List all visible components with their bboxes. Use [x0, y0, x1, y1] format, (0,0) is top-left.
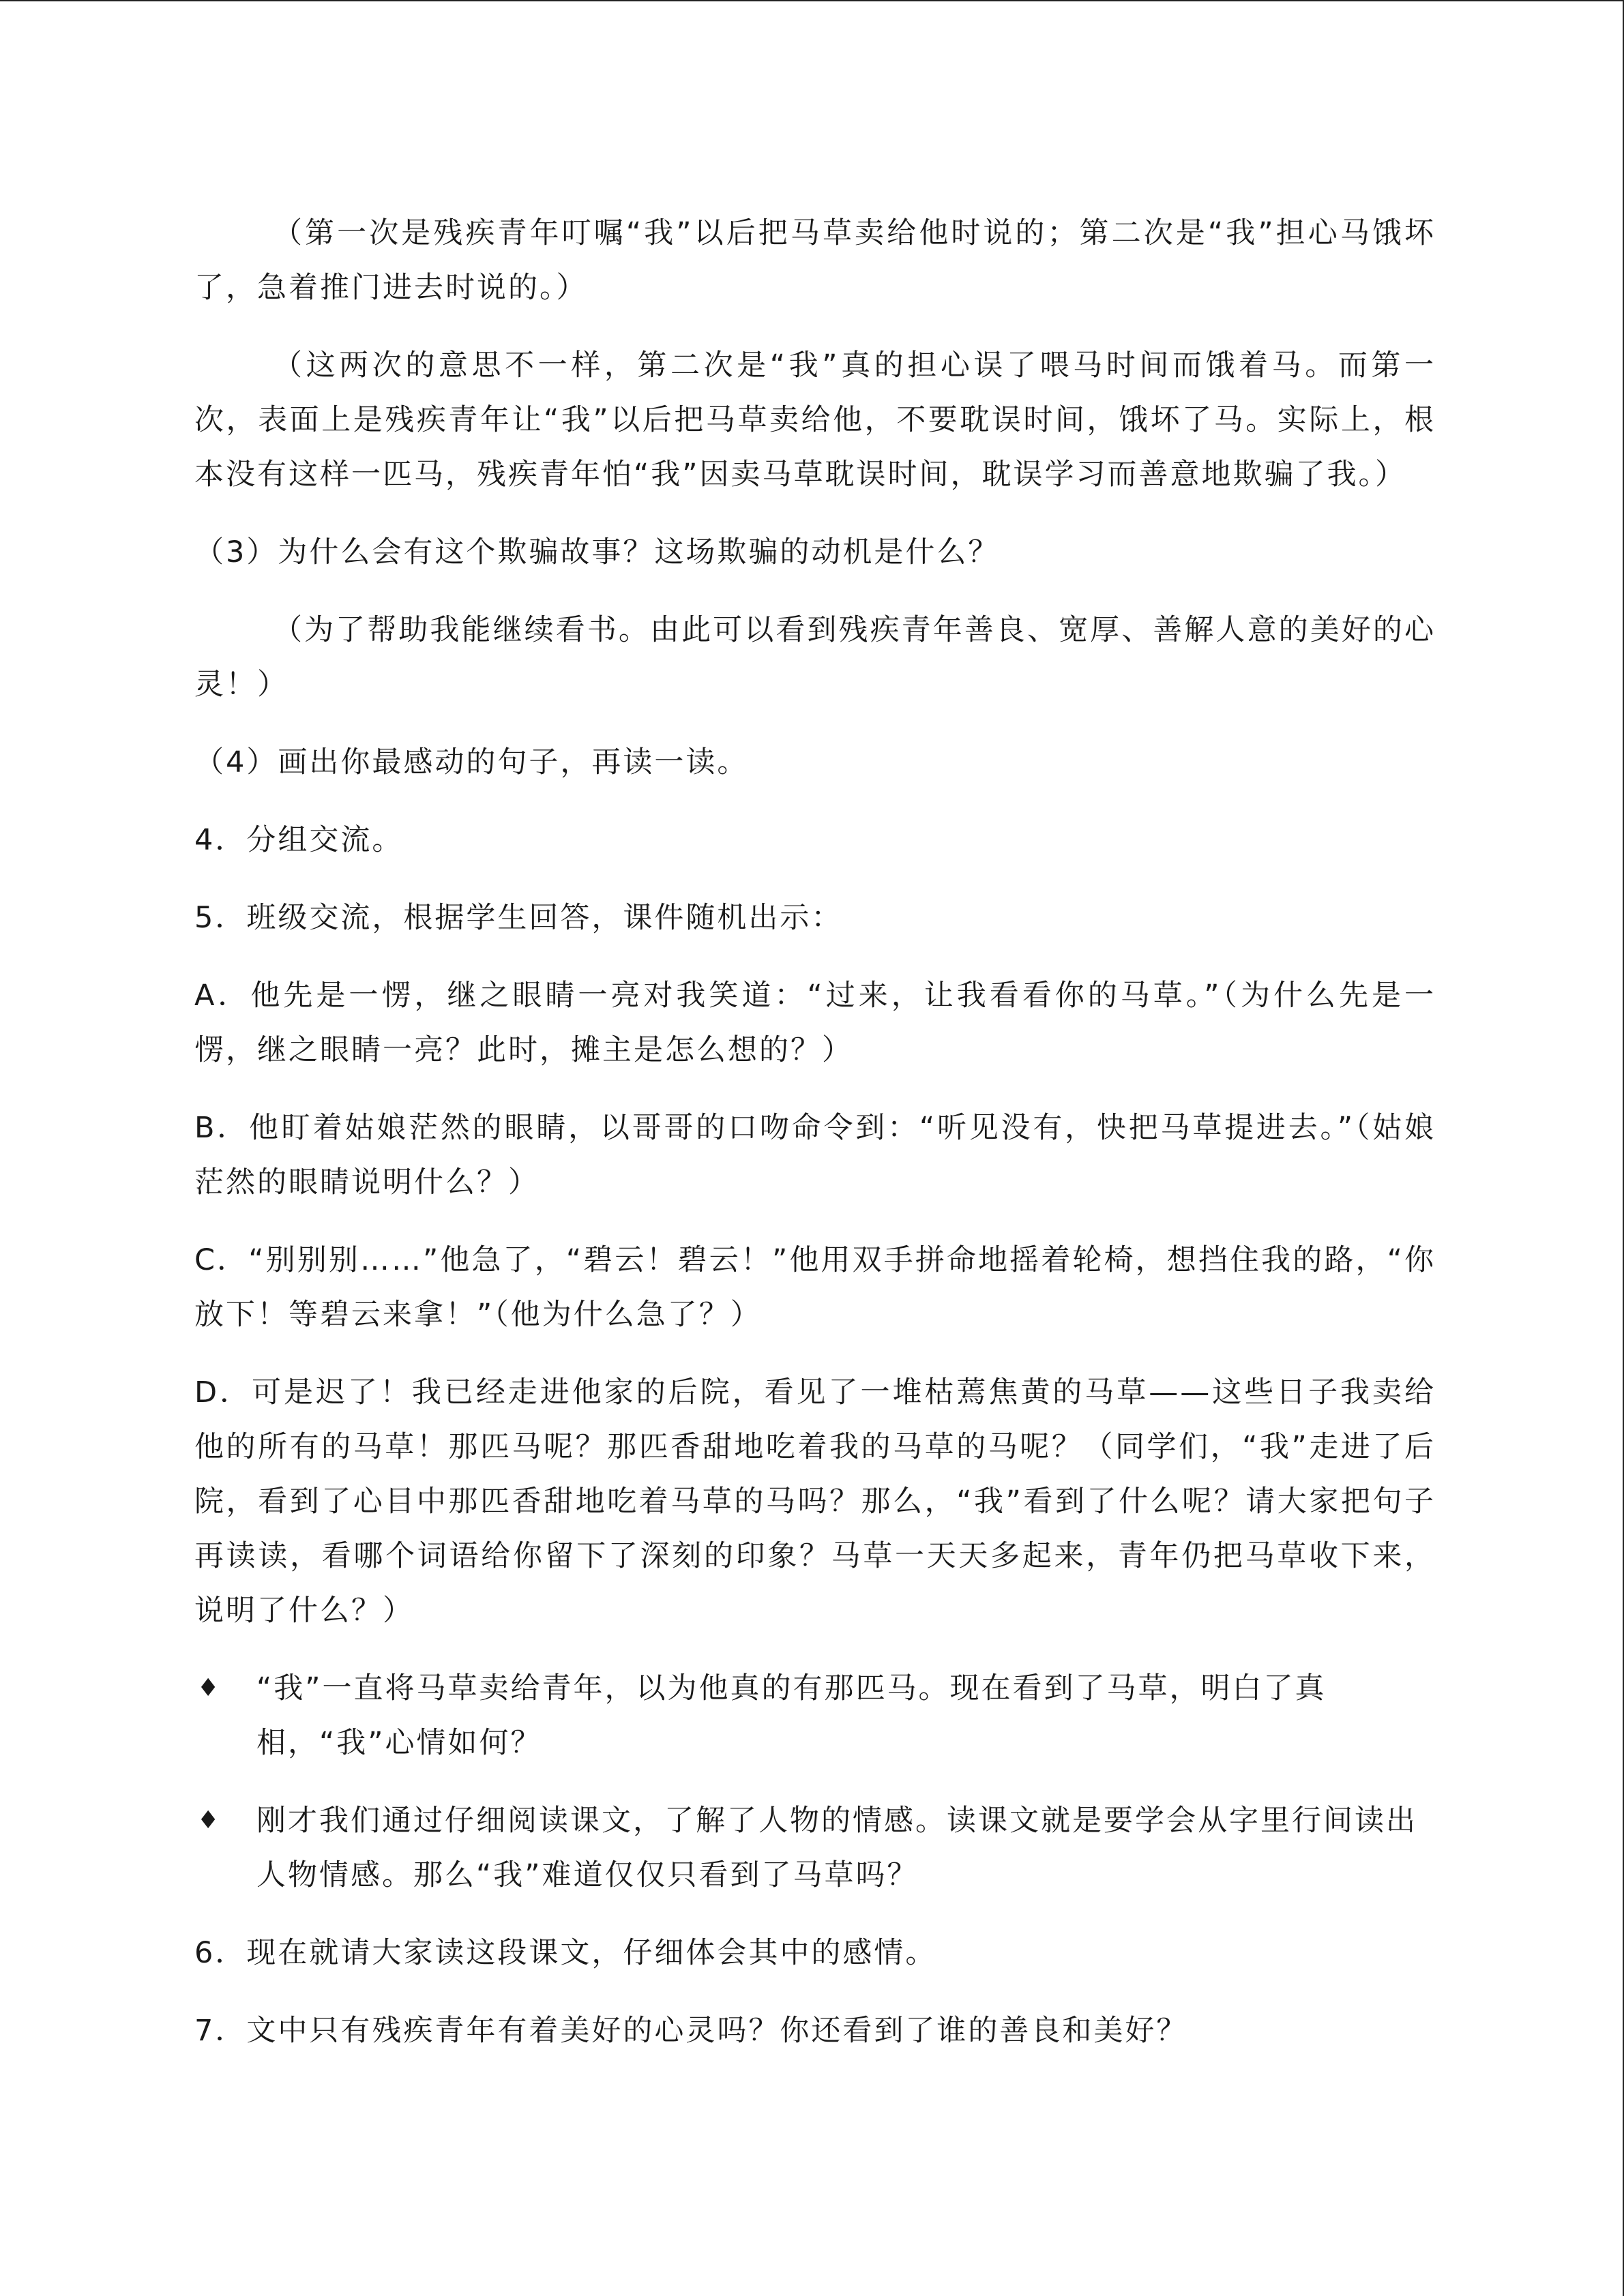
excerpt-b: B．他盯着姑娘茫然的眼睛，以哥哥的口吻命令到：“听见没有，快把马草提进去。”（姑娘茫然的眼睛说明什么？）	[194, 1111, 1436, 1199]
step-7: 7．文中只有残疾青年有着美好的心灵吗？你还看到了谁的善良和美好？	[194, 2014, 1188, 2048]
bullet-item	[194, 1793, 1436, 1903]
bullet-text: “我”一直将马草卖给青年，以为他真的有那匹马。现在看到了马草，明白了真相，“我”心情如何？	[256, 1671, 1327, 1760]
diamond-bullet-icon: ♦	[197, 1674, 222, 1702]
answer-paragraph-motive: （为了帮助我能继续看书。由此可以看到残疾青年善良、宽厚、善解人意的美好的心灵！）	[194, 613, 1436, 702]
bullet-text: 刚才我们通过仔细阅读课文，了解了人物的情感。读课文就是要学会从字里行间读出人物情感。那么“我”难道仅仅只看到了马草吗？	[256, 1804, 1417, 1892]
bullet-item	[194, 1661, 1436, 1770]
step-5: 5．班级交流，根据学生回答，课件随机出示：	[194, 901, 843, 935]
document-body	[194, 206, 1436, 2081]
question-4: （4）画出你最感动的句子，再读一读。	[194, 745, 749, 779]
answer-paragraph-meaning: （这两次的意思不一样，第二次是“我”真的担心误了喂马时间而饿着马。而第一次，表面上是残疾青年让“我”以后把马草卖给他，不要耽误时间，饿坏了马。实际上，根本没有这样一匹马，残疾青年怕“我”因卖马草耽误时间，耽误学习而善意地欺骗了我。）	[194, 348, 1436, 492]
excerpt-d: D．可是迟了！我已经走进他家的后院，看见了一堆枯蔫焦黄的马草——这些日子我卖给他的所有的马草！那匹马呢？那匹香甜地吃着我的马草的马呢？（同学们，“我”走进了后院，看到了心目中那匹香甜地吃着马草的马吗？那么，“我”看到了什么呢？请大家把句子再读读，看哪个词语给你留下了深刻的印象？马草一天天多起来，青年仍把马草收下来，说明了什么？）	[194, 1375, 1436, 1628]
excerpt-a: A．他先是一愣，继之眼睛一亮对我笑道：“过来，让我看看你的马草。”（为什么先是一愣，继之眼睛一亮？此时，摊主是怎么想的？）	[194, 979, 1436, 1067]
diamond-bullet-icon: ♦	[197, 1806, 222, 1834]
question-3: （3）为什么会有这个欺骗故事？这场欺骗的动机是什么？	[194, 535, 1000, 569]
step-4: 4．分组交流。	[194, 823, 404, 857]
answer-paragraph-first-second: （第一次是残疾青年叮嘱“我”以后把马草卖给他时说的；第二次是“我”担心马饿坏了，急着推门进去时说的。）	[194, 216, 1436, 305]
step-6: 6．现在就请大家读这段课文，仔细体会其中的感情。	[194, 1936, 937, 1970]
excerpt-c: C．“别别别……”他急了，“碧云！碧云！”他用双手拼命地摇着轮椅，想挡住我的路，“你放下！等碧云来拿！”（他为什么急了？）	[194, 1243, 1436, 1332]
